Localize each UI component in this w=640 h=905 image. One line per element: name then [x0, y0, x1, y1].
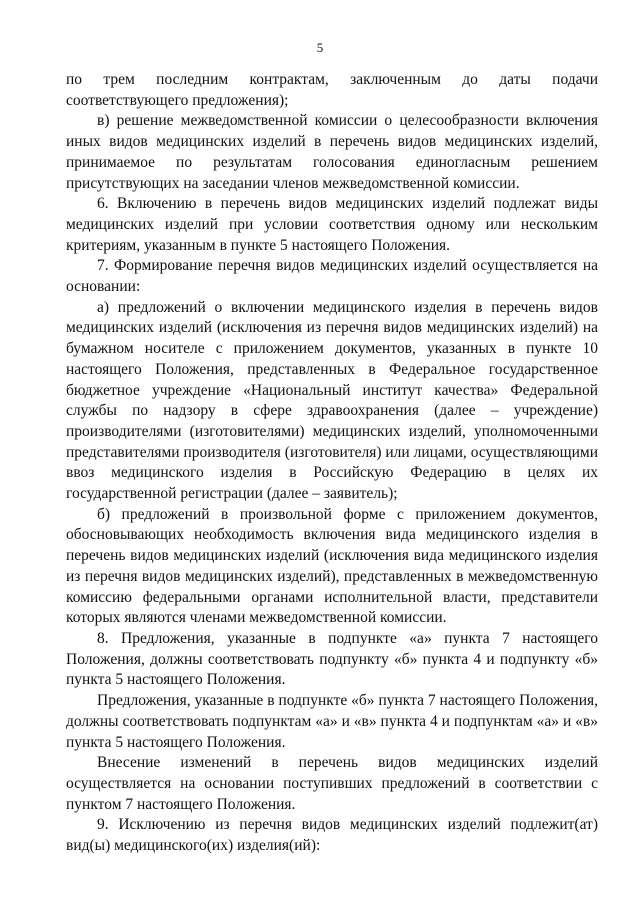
- paragraph-item-6: 6. Включению в перечень видов медицинских изделий подлежат виды медицинских изделий при условии соответствия одному или нескольким критериям, указанным в пункте 5 настоящего Положения.: [66, 195, 598, 254]
- paragraph-subitem-v: в) решение межведомственной комиссии о целесообразности включения иных видов медицинских изделий в перечень видов медицинских изделий, принимаемое по результатам голосования единогласным решением присутствующих на заседании членов межведомственной комиссии.: [66, 112, 598, 192]
- paragraph-item-8-part-3: Внесение изменений в перечень видов медицинских изделий осуществляется на основании поступивших предложений в соответствии с пунктом 7 настоящего Положения.: [66, 754, 598, 813]
- paragraph-item-8: 8. Предложения, указанные в подпункте «а» пункта 7 настоящего Положения, должны соответствовать подпункту «б» пункта 4 и подпункту «б» пункта 5 настоящего Положения.: [66, 629, 598, 689]
- paragraph-item-7: 7. Формирование перечня видов медицинских изделий осуществляется на основании:: [66, 257, 598, 296]
- paragraph-item-8-part-2: Предложения, указанные в подпункте «б» пункта 7 настоящего Положения, должны соответствовать подпунктам «а» и «в» пункта 4 и подпунктам «а» и «в» пункта 5 настоящего Положения.: [66, 692, 598, 751]
- page-number: 5: [316, 40, 324, 55]
- document-body: [66, 70, 598, 857]
- paragraph-subitem-b: б) предложений в произвольной форме с приложением документов, обосновывающих необходимость включения вида медицинского изделия в перечень видов медицинских изделий (исключения вида медицинского изделия из перечня видов медицинских изделий), представленных в межведомственную комиссию федеральными органами исполнительной власти, представители которых являются членами межведомственной комиссии.: [66, 505, 598, 627]
- paragraph-continuation: по трем последним контрактам, заключенным до даты подачи соответствующего предложения);: [66, 71, 598, 109]
- paragraph-item-9: 9. Исключению из перечня видов медицинских изделий подлежит(ат) вид(ы) медицинского(их) изделия(ий):: [66, 816, 598, 855]
- paragraph-subitem-a: а) предложений о включении медицинского изделия в перечень видов медицинских изделий (исключения из перечня видов медицинских изделий) на бумажном носителе с приложением документов, указанных в пункте 10 настоящего Положения, представленных в Федеральное государственное бюджетное учреждение «Национальный институт качества» Федеральной службы по надзору в сфере здравоохранения (далее – учреждение) производителями (изготовителями) медицинских изделий, уполномоченными представителями производителя (изготовителя) или лицами, осуществляющими ввоз медицинского изделия в Российскую Федерацию в целях их государственной регистрации (далее – заявитель);: [66, 298, 598, 503]
